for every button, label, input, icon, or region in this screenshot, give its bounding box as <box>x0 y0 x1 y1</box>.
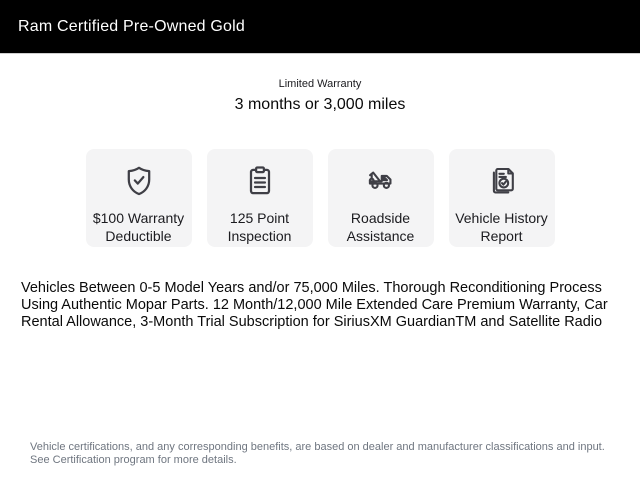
program-description: Vehicles Between 0-5 Model Years and/or 75,000 Miles. Thorough Reconditioning Process Using Authentic Mopar Parts. 12 Month/12,000 Mile Extended Care Premium Warranty, Car Rental Allowance, 3-Month Trial Subscription for SiriusXM GuardianTM and Satellite Radio <box>21 280 608 330</box>
document-check-icon <box>483 162 521 200</box>
benefits-row <box>0 149 640 247</box>
program-header <box>0 0 640 54</box>
warranty-type-label: Limited Warranty <box>278 78 362 90</box>
shield-check-icon <box>120 162 158 200</box>
benefit-card-roadside-assistance <box>328 149 434 247</box>
clipboard-inspection-icon <box>241 162 279 200</box>
benefit-label: Vehicle History Report <box>455 210 548 245</box>
warranty-term-value: 3 months or 3,000 miles <box>234 96 406 113</box>
benefit-label: $100 Warranty Deductible <box>92 210 185 245</box>
benefit-card-warranty-deductible <box>86 149 192 247</box>
benefit-label: 125 Point Inspection <box>227 210 292 245</box>
tow-truck-icon <box>362 162 400 200</box>
page-title: Ram Certified Pre-Owned Gold <box>18 17 246 35</box>
benefit-card-vehicle-history <box>449 149 555 247</box>
certification-disclaimer: Vehicle certifications, and any corresponding benefits, are based on dealer and manufacturer classifications and input. See Certification program for more details. <box>30 441 605 466</box>
benefit-label: Roadside Assistance <box>346 210 415 245</box>
benefit-card-point-inspection <box>207 149 313 247</box>
